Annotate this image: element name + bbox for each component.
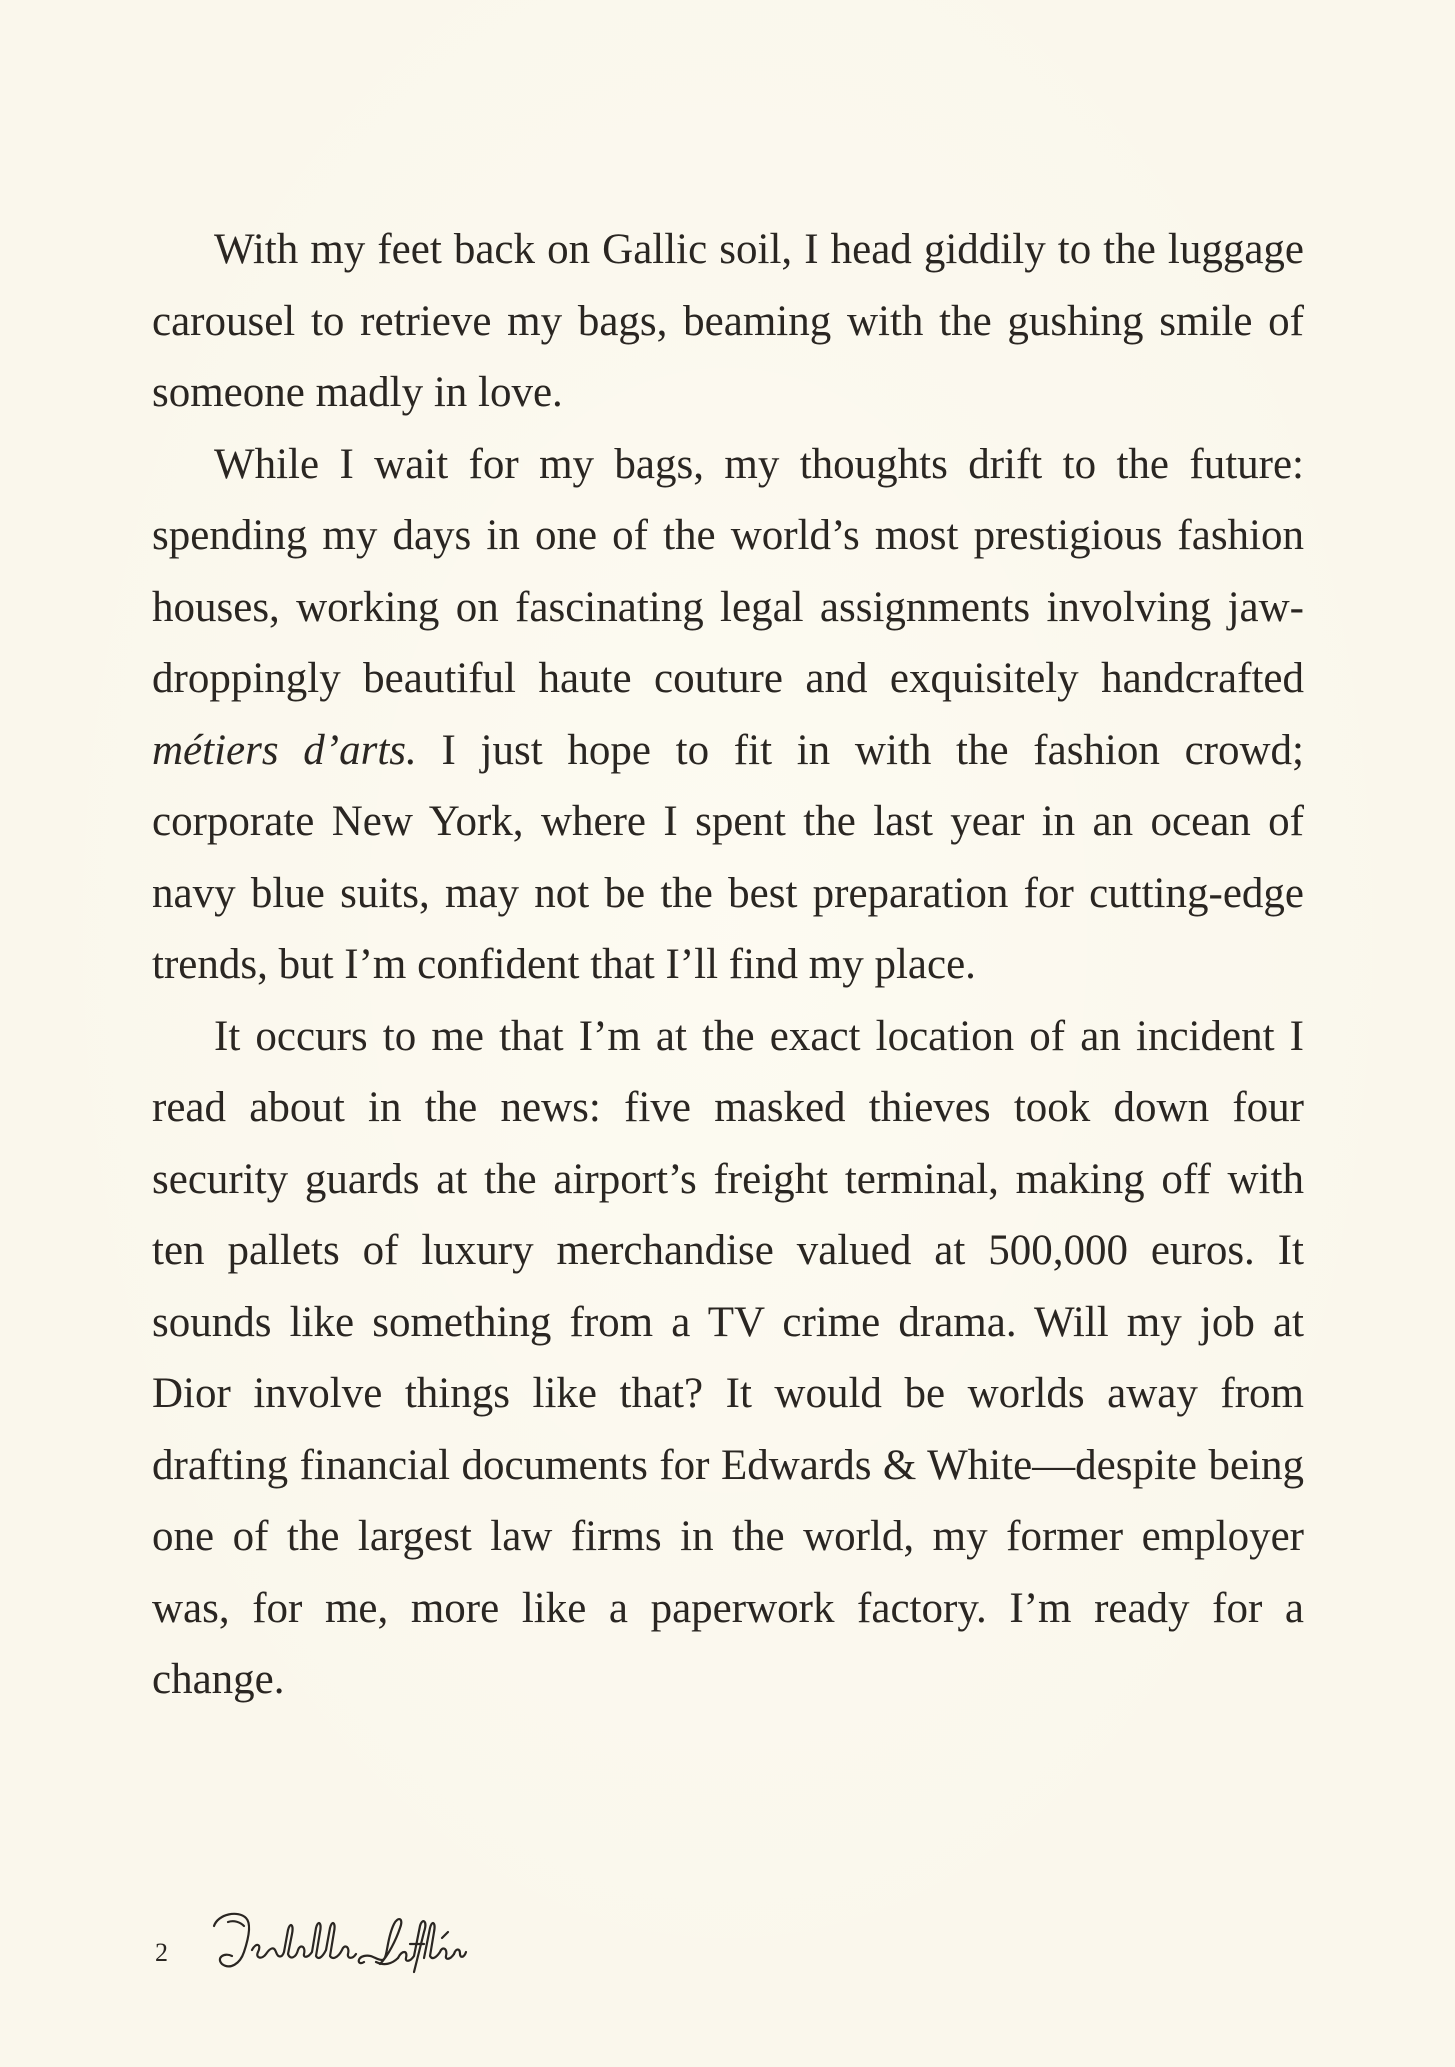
page-footer — [155, 1900, 468, 1980]
page-number: 2 — [155, 1938, 168, 1967]
paragraph-2-text-after: I just hope to fit in with the fashion crowd; corporate New York, where I spent the last year in an ocean of navy blue suits, may not be the best preparation for cutting-edge trends, but I’m confident that I’ll find my place. — [152, 726, 1304, 988]
paragraph-2-italic-phrase: métiers d’arts. — [152, 726, 417, 774]
paragraph-1: With my feet back on Gallic soil, I head giddily to the luggage carousel to retrieve my bags, beaming with the gushing smile of someone madly in love. — [152, 226, 1304, 416]
paragraph-3: It occurs to me that I’m at the exact location of an incident I read about in the news: five masked thieves took down four security guards at the airport’s freight terminal, making off with ten pallets of luxury merchandise valued at 500,000 euros. It sounds like something from a TV crime drama. Will my job at Dior involve things like that? It would be worlds away from drafting financial documents for Edwards & White—despite being one of the largest law firms in the world, my former employer was, for me, more like a paperwork factory. I’m ready for a change. — [152, 1012, 1304, 1703]
body-text — [152, 214, 1304, 1716]
paragraph-2-text-before: While I wait for my bags, my thoughts drift to the future: spending my days in one of the world’s most prestigious fashion houses, working on fascinating legal assignments involving jaw-droppingly beautiful haute couture and exquisitely handcrafted — [152, 440, 1304, 702]
author-signature — [208, 1900, 468, 1980]
paragraph-2 — [152, 429, 1304, 1001]
